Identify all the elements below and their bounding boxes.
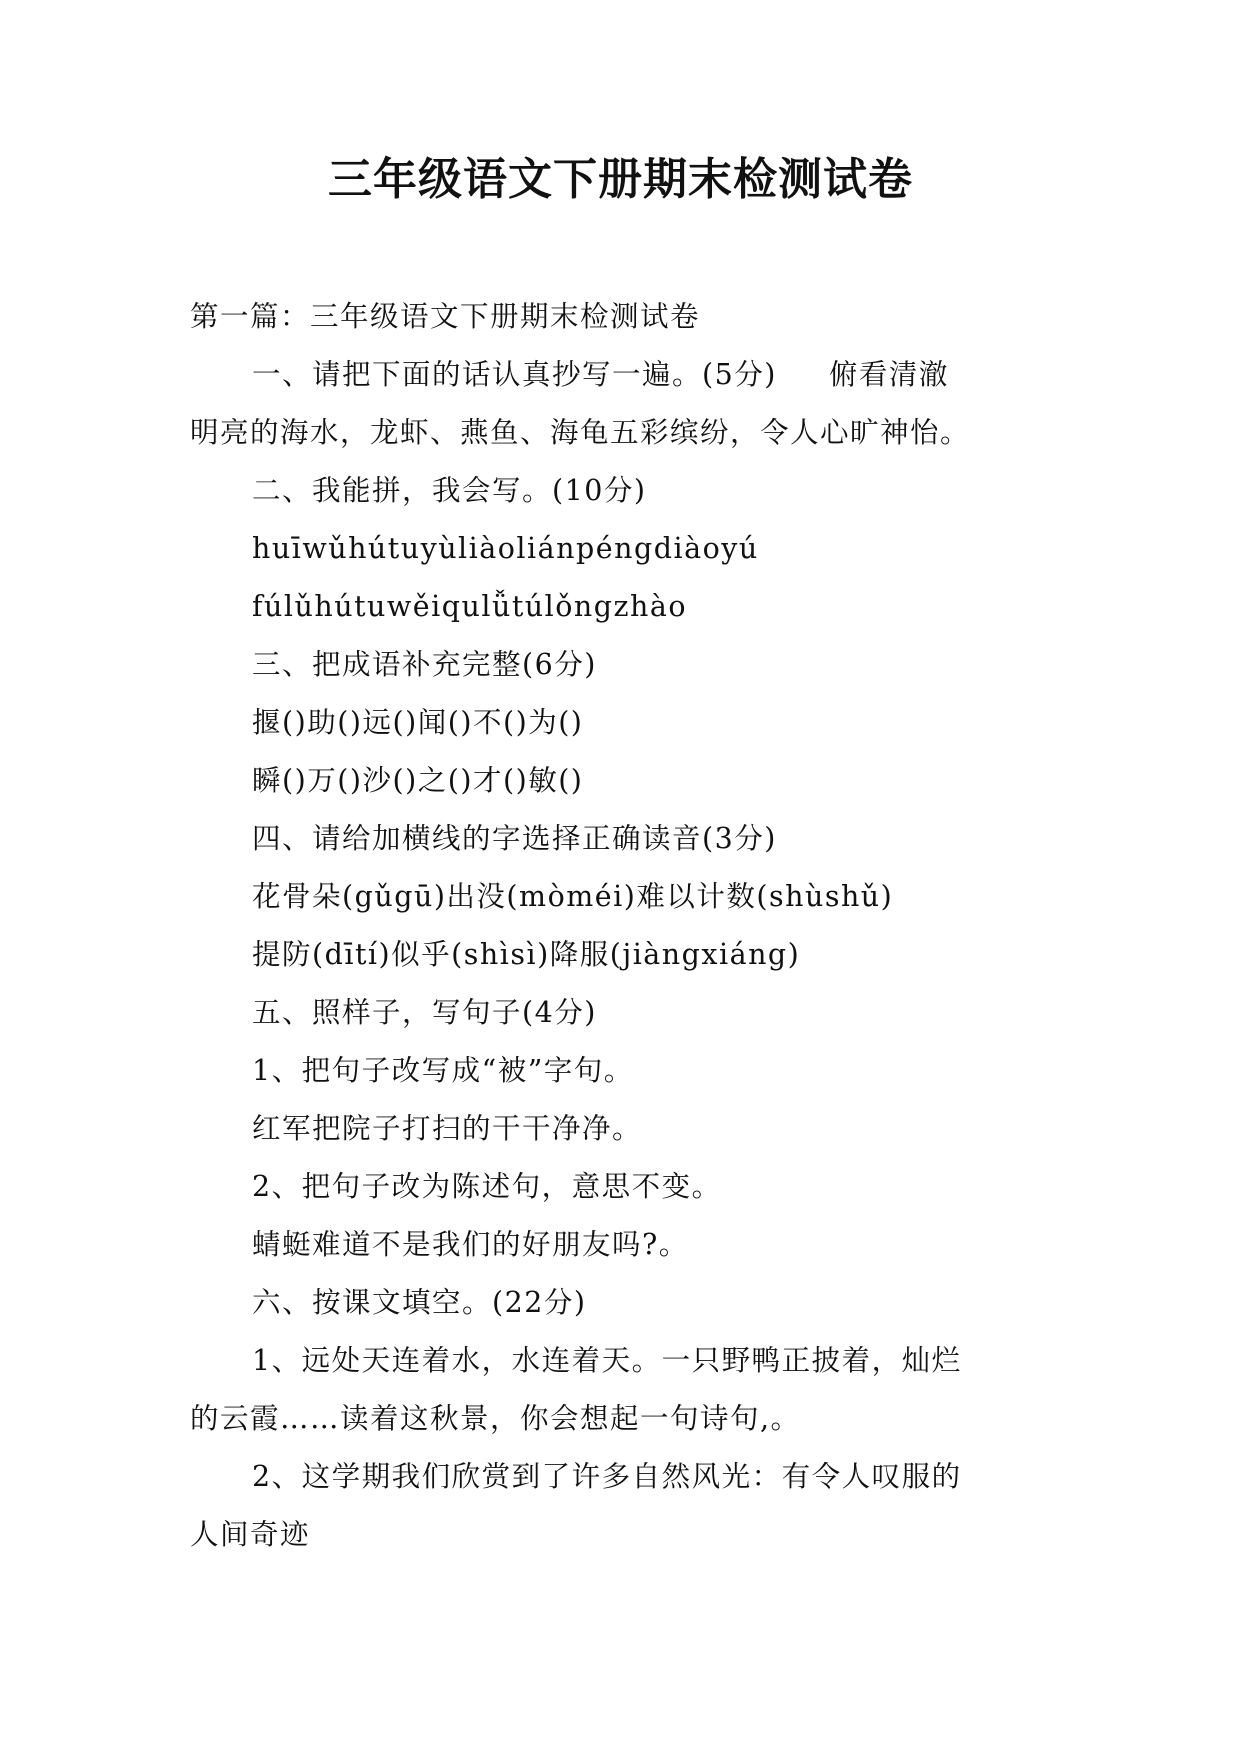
paragraph-line [190, 578, 1055, 636]
paragraph-line [190, 694, 1055, 752]
paragraph-line [190, 404, 1055, 462]
paragraph-line [190, 868, 1055, 926]
document-body [190, 288, 1055, 1564]
question-heading: 六、按课文填空。(22分) [252, 1286, 587, 1319]
question-heading: 二、我能拼，我会写。(10分) [252, 474, 647, 507]
section-heading [190, 288, 1055, 346]
pinyin-line: fúlǔhútuwěiqulǚtúlǒngzhào [252, 590, 688, 623]
text-line: 红军把院子打扫的干干净净。 [252, 1112, 643, 1145]
paragraph-line [190, 636, 1055, 694]
paragraph-line [190, 1274, 1055, 1332]
text-line: 2、把句子改为陈述句，意思不变。 [252, 1170, 722, 1203]
pinyin-line: huīwǔhútuyùliàoliánpéngdiàoyú [252, 532, 759, 565]
paragraph-line [190, 984, 1055, 1042]
paragraph-line [190, 1158, 1055, 1216]
paragraph-line [190, 346, 1055, 404]
question-heading: 一、请把下面的话认真抄写一遍。(5分) [252, 358, 777, 391]
paragraph-line [190, 1506, 1055, 1564]
text-line: 的云霞……读着这秋景，你会想起一句诗句,。 [190, 1402, 801, 1435]
text-line: 人间奇迹 [190, 1518, 311, 1551]
text-line: 蜻蜓难道不是我们的好朋友吗?。 [252, 1228, 689, 1261]
paragraph-line [190, 752, 1055, 810]
paragraph-line [190, 1216, 1055, 1274]
text-line: 提防(dītí)似乎(shìsì)降服(jiàngxiáng) [252, 938, 801, 971]
paragraph-line [190, 462, 1055, 520]
text-line: 1、把句子改写成“被”字句。 [252, 1054, 634, 1087]
document-title: 三年级语文下册期末检测试卷 [328, 154, 913, 205]
paragraph-line [190, 810, 1055, 868]
paragraph-line [190, 1448, 1055, 1506]
text-line: 第一篇：三年级语文下册期末检测试卷 [190, 300, 701, 333]
text-line: 1、远处天连着水，水连着天。一只野鸭正披着，灿烂 [252, 1344, 962, 1377]
idiom-line: 揠()助()远()闻()不()为() [252, 706, 584, 739]
paragraph-line [190, 1332, 1055, 1390]
paragraph-line [190, 520, 1055, 578]
text-line: 明亮的海水，龙虾、燕鱼、海龟五彩缤纷，令人心旷神怡。 [190, 416, 971, 449]
paragraph-line [190, 1390, 1055, 1448]
paragraph-line [190, 1100, 1055, 1158]
idiom-line: 瞬()万()沙()之()才()敏() [252, 764, 584, 797]
text-line: 2、这学期我们欣赏到了许多自然风光：有令人叹服的 [252, 1460, 962, 1493]
question-heading: 五、照样子，写句子(4分) [252, 996, 597, 1029]
paragraph-line [190, 1042, 1055, 1100]
text-line: 俯看清澈 [828, 358, 949, 391]
text-line: 花骨朵(gǔgū)出没(mòméi)难以计数(shùshǔ) [252, 880, 894, 913]
question-heading: 四、请给加横线的字选择正确读音(3分) [252, 822, 777, 855]
paragraph-line [190, 926, 1055, 984]
question-heading: 三、把成语补充完整(6分) [252, 648, 597, 681]
